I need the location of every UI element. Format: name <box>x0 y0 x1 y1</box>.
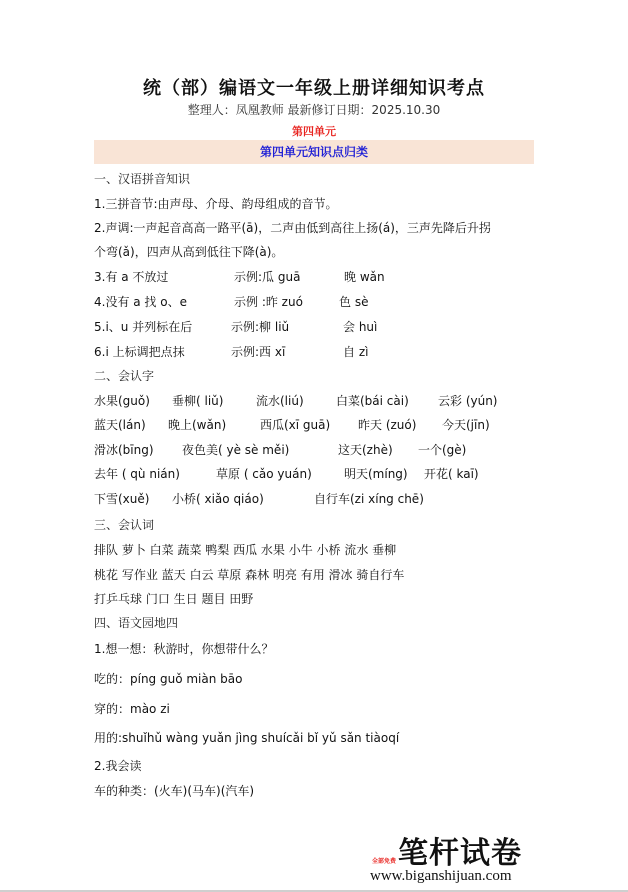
word-row: 桃花 写作业 蓝天 白云 草原 森林 明亮 有用 滑冰 骑自行车 <box>94 568 405 582</box>
rule-row <box>94 343 368 360</box>
character-item: 小桥( xiǎo qiáo) <box>172 492 264 506</box>
rule-example: 示例:柳 liǔ <box>231 320 290 334</box>
character-item: 昨天 (zuó) <box>358 418 417 432</box>
character-item: 云彩 (yún) <box>438 394 498 408</box>
character-row <box>94 392 498 409</box>
word-row: 打乒乓球 门口 生日 题目 田野 <box>94 592 254 606</box>
watermark-logo <box>370 828 560 888</box>
rule-example: 示例:瓜 guā <box>234 270 301 284</box>
rule-example-2: 会 huì <box>343 320 378 334</box>
character-item: 今天(jīn) <box>442 418 490 432</box>
character-item: 开花( kaī) <box>424 467 479 481</box>
character-item: 下雪(xuě) <box>94 492 150 506</box>
character-item: 去年 ( qù nián) <box>94 467 180 481</box>
text-line: 2.声调:一声起音高高一路平(ā)，二声由低到高往上扬(á)，三声先降后升拐 <box>94 221 491 235</box>
section-heading-garden: 四、语文园地四 <box>94 616 179 630</box>
character-row <box>94 465 479 482</box>
rule-example-2: 自 zì <box>343 345 369 359</box>
rule-text: 3.有 a 不放过 <box>94 270 169 284</box>
character-row <box>94 490 424 507</box>
question-text: 2.我会读 <box>94 759 142 773</box>
rule-example: 示例:西 xī <box>231 345 286 359</box>
section-heading-characters: 二、会认字 <box>94 369 155 383</box>
character-item: 这天(zhè) <box>338 443 393 457</box>
character-item: 夜色美( yè sè měi) <box>182 443 290 457</box>
watermark-badge: 全部免费 <box>372 858 397 865</box>
character-item: 草原 ( cǎo yuán) <box>216 467 312 481</box>
rule-example-2: 色 sè <box>339 295 369 309</box>
watermark-url: www.biganshijuan.com <box>370 868 512 884</box>
character-item: 明天(míng) <box>344 467 408 481</box>
character-item: 流水(liú) <box>256 394 304 408</box>
character-item: 西瓜(xī guā) <box>260 418 331 432</box>
answer-vehicles: 车的种类：(火车)(马车)(汽车) <box>94 784 255 798</box>
rule-text: 6.i 上标调把点抹 <box>94 345 185 359</box>
rule-example: 示例 :昨 zuó <box>234 295 303 309</box>
document-title: 统（部）编语文一年级上册详细知识考点 <box>143 78 485 99</box>
section-band-title: 第四单元知识点归类 <box>94 140 534 164</box>
word-row: 排队 萝卜 白菜 蔬菜 鸭梨 西瓜 水果 小牛 小桥 流水 垂柳 <box>94 543 397 557</box>
character-item: 自行车(zi xíng chē) <box>314 492 424 506</box>
character-item: 垂柳( liǔ) <box>172 394 224 408</box>
text-line: 个弯(ǎ)，四声从高到低往下降(à)。 <box>94 245 284 259</box>
character-row <box>94 416 490 433</box>
character-item: 水果(guǒ) <box>94 394 150 408</box>
character-item: 白菜(bái cài) <box>336 394 409 408</box>
rule-example-2: 晚 wǎn <box>344 270 385 284</box>
watermark-title: 笔杆试卷 <box>398 836 522 871</box>
text-line: 1.三拼音节:由声母、介母、韵母组成的音节。 <box>94 197 338 211</box>
character-item: 滑冰(bīng) <box>94 443 154 457</box>
character-item: 一个(gè) <box>418 443 467 457</box>
question-text: 1.想一想：秋游时，你想带什么？ <box>94 642 274 656</box>
document-subtitle: 整理人：凤凰教师 最新修订日期：2025.10.30 <box>187 103 441 117</box>
rule-row <box>94 268 385 285</box>
section-heading-pinyin: 一、汉语拼音知识 <box>94 172 191 186</box>
answer-use: 用的:shuǐhǔ wàng yuǎn jìng shuícǎi bǐ yǔ sǎn tiàoqí <box>94 731 400 745</box>
character-item: 蓝天(lán) <box>94 418 146 432</box>
character-item: 晚上(wǎn) <box>168 418 227 432</box>
rule-row <box>94 293 368 310</box>
section-heading-words: 三、会认词 <box>94 518 155 532</box>
answer-eat: 吃的：píng guǒ miàn bāo <box>94 672 243 686</box>
rule-text: 5.i、u 并列标在后 <box>94 320 193 334</box>
rule-row <box>94 318 377 335</box>
rule-text: 4.没有 a 找 o、e <box>94 295 187 309</box>
unit-label: 第四单元 <box>292 125 336 138</box>
answer-wear: 穿的：mào zi <box>94 702 170 716</box>
character-row <box>94 441 466 458</box>
